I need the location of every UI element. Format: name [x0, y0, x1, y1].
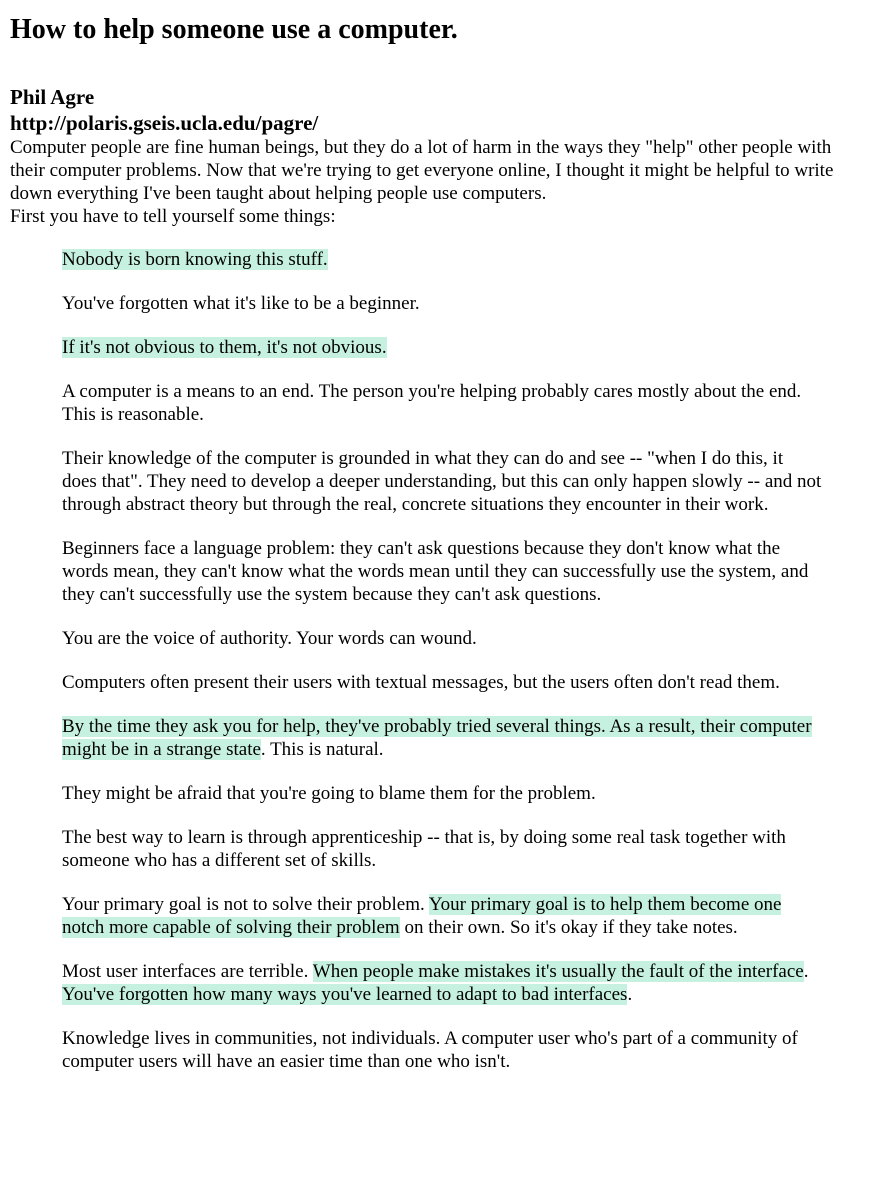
point-text: You are the voice of authority. Your words can wound. [62, 628, 477, 649]
byline [10, 84, 866, 136]
point-text: Your primary goal is not to solve their problem. [62, 894, 429, 915]
author-name: Phil Agre [10, 85, 95, 109]
point-text: Computers often present their users with textual messages, but the users often don't read them. [62, 672, 780, 693]
point-item [62, 782, 822, 805]
highlighted-text: You've forgotten how many ways you've learned to adapt to bad interfaces [62, 984, 628, 1005]
point-item [62, 336, 822, 359]
point-item [62, 537, 822, 606]
point-item [62, 960, 822, 1006]
highlighted-text: If it's not obvious to them, it's not obvious. [62, 337, 387, 358]
highlighted-text: When people make mistakes it's usually the fault of the interface [312, 961, 804, 982]
point-item [62, 715, 822, 761]
point-text: You've forgotten what it's like to be a beginner. [62, 293, 420, 314]
point-item [62, 1027, 822, 1073]
point-item [62, 292, 822, 315]
point-item [62, 826, 822, 872]
page-title: How to help someone use a computer. [10, 14, 458, 45]
point-text: on their own. So it's okay if they take notes. [399, 917, 738, 938]
author-url: http://polaris.gseis.ucla.edu/pagre/ [10, 111, 319, 135]
point-text: Knowledge lives in communities, not individuals. A computer user who's part of a community of computer users will have an easier time than one who isn't. [62, 1028, 798, 1072]
point-text: Their knowledge of the computer is grounded in what they can do and see -- "when I do this, it does that". They need to develop a deeper understanding, but this can only happen slowly -- and not through abstract theory but through the real, concrete situations they encounter in their work. [62, 448, 822, 515]
point-text: A computer is a means to an end. The person you're helping probably cares mostly about the end. This is reasonable. [62, 381, 802, 425]
highlighted-text: Your primary goal is to help them become one notch more capable of solving their problem [62, 894, 782, 938]
point-text: Beginners face a language problem: they can't ask questions because they don't know what the words mean, they can't know what the words mean until they can successfully use the system, and they can't successfully use the system because they can't ask questions. [62, 538, 809, 605]
point-item [62, 671, 822, 694]
point-text: The best way to learn is through apprenticeship -- that is, by doing some real task together with someone who has a different set of skills. [62, 827, 786, 871]
point-item [62, 627, 822, 650]
point-item [62, 380, 822, 426]
lead-paragraph: First you have to tell yourself some things: [10, 206, 336, 227]
highlighted-text: By the time they ask you for help, they've probably tried several things. As a result, their computer might be in a strange state [62, 716, 812, 760]
point-item [62, 893, 822, 939]
point-item [62, 248, 822, 271]
point-text: . This is natural. [260, 739, 384, 760]
point-text: . [803, 961, 809, 982]
point-text: Most user interfaces are terrible. [62, 961, 313, 982]
point-text: They might be afraid that you're going to blame them for the problem. [62, 783, 596, 804]
point-item [62, 447, 822, 516]
points-list [62, 248, 822, 1073]
point-text: . [627, 984, 633, 1005]
intro-paragraph: Computer people are fine human beings, but they do a lot of harm in the ways they "help" other people with their computer problems. Now that we're trying to get everyone online, I thought it might be helpful to write down everything I've been taught about helping people use computers. [10, 137, 834, 204]
highlighted-text: Nobody is born knowing this stuff. [62, 249, 328, 270]
